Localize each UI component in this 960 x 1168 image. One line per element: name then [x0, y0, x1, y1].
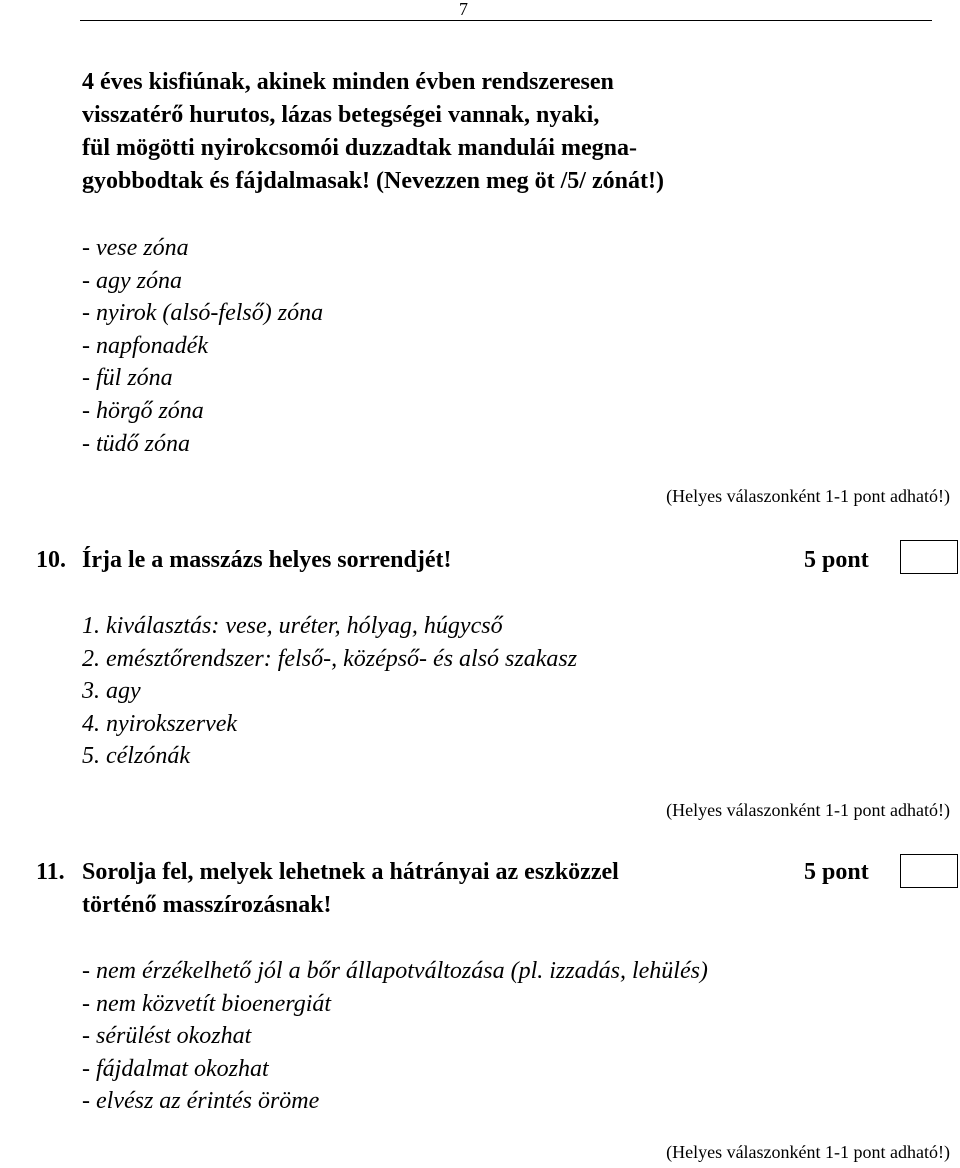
list-item: - nem közvetít bioenergiát: [82, 990, 332, 1017]
question-11-text: történő masszírozásnak!: [82, 892, 332, 918]
question-10-text: Írja le a masszázs helyes sorrendjét!: [82, 547, 452, 573]
question-10-points: 5 pont: [804, 547, 869, 573]
list-item: - elvész az érintés öröme: [82, 1088, 320, 1115]
list-item: - vese zóna: [82, 235, 189, 261]
list-item: - nem érzékelhető jól a bőr állapotváltozása (pl. izzadás, lehülés): [82, 958, 708, 984]
question-9-line: visszatérő hurutos, lázas betegségei vannak, nyaki,: [82, 102, 600, 128]
header-rule: [80, 20, 932, 21]
list-item: - fájdalmat okozhat: [82, 1055, 269, 1082]
question-9-answer-list: [82, 232, 323, 460]
question-10-number: 10.: [36, 547, 66, 573]
question-9-line: fül mögötti nyirokcsomói duzzadtak mandulái megna-: [82, 135, 637, 161]
list-item: 1. kiválasztás: vese, uréter, hólyag, húgycső: [82, 613, 503, 639]
scoring-note: (Helyes válaszonként 1-1 pont adható!): [666, 800, 950, 820]
question-11-answer-list: [82, 955, 708, 1118]
question-11-number: 11.: [36, 859, 65, 885]
list-item: - sérülést okozhat: [82, 1023, 252, 1050]
page-number: 7: [459, 0, 468, 19]
question-10-score-box[interactable]: [900, 540, 958, 574]
question-9-line: gyobbodtak és fájdalmasak! (Nevezzen meg öt /5/ zónát!): [82, 168, 664, 194]
question-11-points: 5 pont: [804, 859, 869, 885]
question-11-text: Sorolja fel, melyek lehetnek a hátrányai az eszközzel: [82, 859, 619, 885]
scoring-note: (Helyes válaszonként 1-1 pont adható!): [666, 486, 950, 506]
list-item: - hörgő zóna: [82, 397, 204, 424]
question-9-line: 4 éves kisfiúnak, akinek minden évben rendszeresen: [82, 69, 614, 95]
list-item: - tüdő zóna: [82, 430, 190, 457]
list-item: 5. célzónák: [82, 743, 190, 770]
list-item: 4. nyirokszervek: [82, 710, 238, 737]
list-item: - napfonadék: [82, 332, 208, 359]
question-10-answer-list: [82, 610, 577, 773]
list-item: - nyirok (alsó-felső) zóna: [82, 300, 324, 327]
list-item: - fül zóna: [82, 365, 173, 392]
scoring-note: (Helyes válaszonként 1-1 pont adható!): [666, 1142, 950, 1162]
question-11-score-box[interactable]: [900, 854, 958, 888]
question-9-text: [82, 66, 782, 198]
list-item: - agy zóna: [82, 267, 182, 294]
list-item: 3. agy: [82, 678, 141, 705]
list-item: 2. emésztőrendszer: felső-, középső- és alsó szakasz: [82, 645, 578, 672]
